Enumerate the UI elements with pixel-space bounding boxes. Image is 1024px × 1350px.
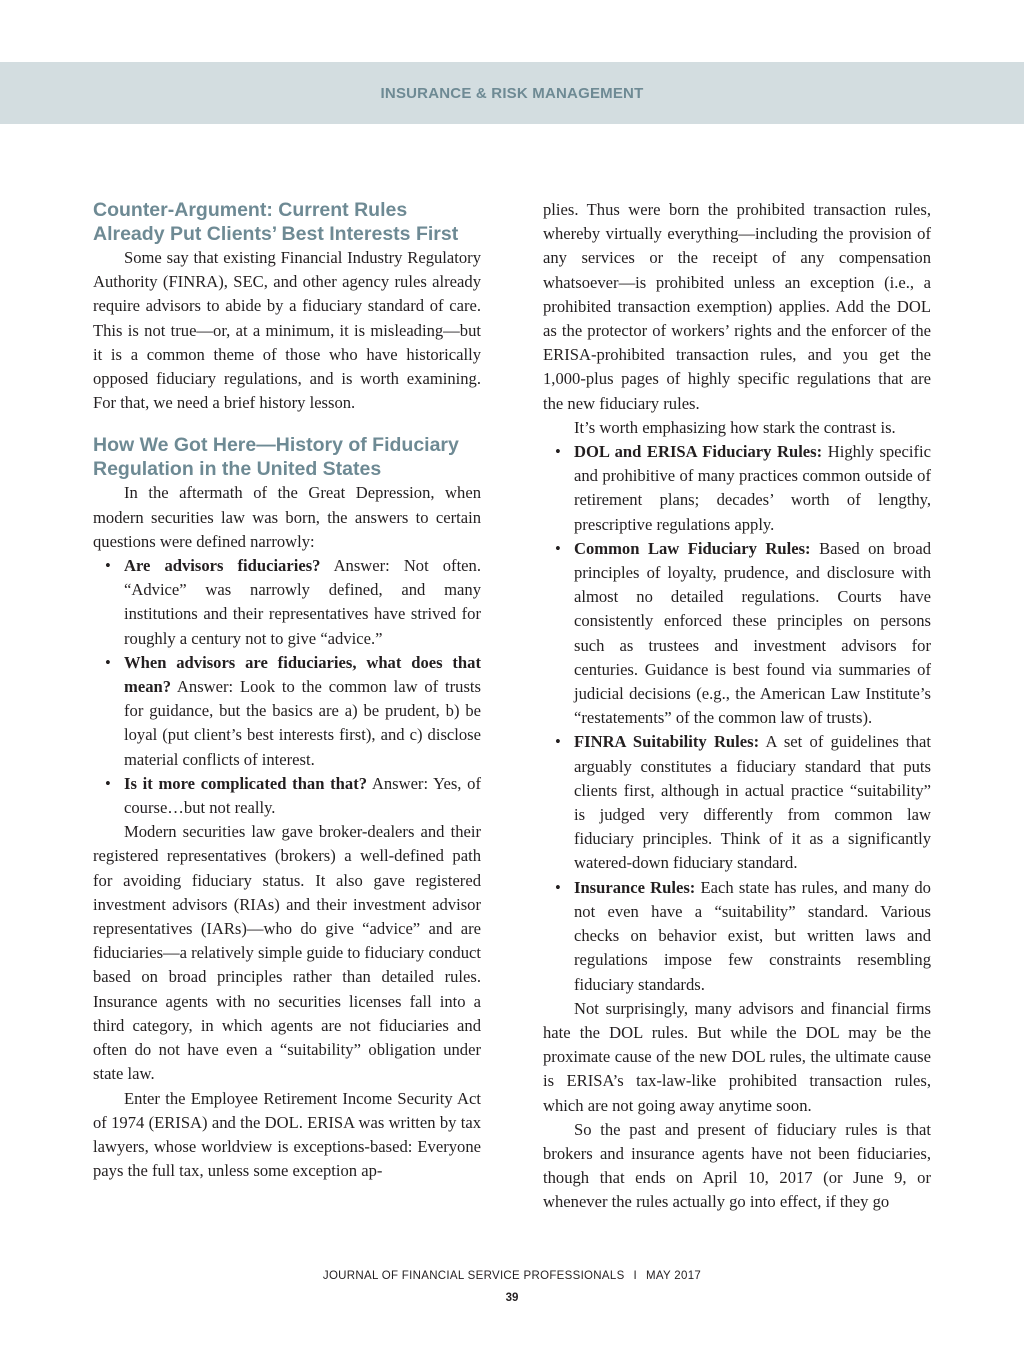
- right-column: [543, 198, 931, 1215]
- paragraph: In the aftermath of the Great Depression, when modern securities law was born, the answers to certain questions were defined narrowly:: [93, 483, 481, 551]
- paragraph: Some say that existing Financial Industry Regulatory Authority (FINRA), SEC, and other agency rules already require advisors to abide by a fiduciary standard of care. This is not true—or, at a minimum, it is misleading—but it is a common theme of those who have historically opposed fiduciary regulations, and is worth examining. For that, we need a brief history lesson.: [93, 248, 481, 413]
- list-item: [543, 440, 931, 537]
- list-item-lead: Are advisors fiduciaries?: [124, 556, 321, 576]
- list-item: [93, 651, 481, 772]
- list-item-text: A set of guidelines that arguably constitutes a fiduciary standard that puts clients first, although in actual practice “suitability” is judged very differently from common law fiduciary principles. Think of it as a significantly watered-down fiduciary standard.: [574, 732, 931, 873]
- list-item-text: Answer: Look to the common law of trusts for guidance, but the basics are a) be prudent, b) be loyal (put client’s best interests first), and c) disclose material conflicts of interest.: [124, 677, 481, 769]
- list-item: [93, 772, 481, 820]
- page-number: 39: [505, 1292, 519, 1304]
- page-footer: [0, 1270, 1024, 1282]
- paragraph: plies. Thus were born the prohibited transaction rules, whereby virtually everything—including the provision of any services or the receipt of any compensation whatsoever—is prohibited unless an exception (i.e., a prohibited transaction exemption) applies. Add the DOL as the protector of workers’ rights and the enforcer of the ERISA-prohibited transaction rules, and you get the 1,000-plus pages of highly specific regulations that are the new fiduciary rules.: [543, 200, 931, 413]
- heading-history: How We Got Here—History of Fiduciary Regulation in the United States: [93, 434, 459, 481]
- list-item-lead: Is it more complicated than that?: [124, 773, 368, 793]
- left-column: [93, 198, 481, 1183]
- heading-counter-argument: Counter-Argument: Current Rules Already Put Clients’ Best Interests First: [93, 199, 459, 245]
- list-item-text: Highly specific and prohibitive of many practices common outside of retirement plans; decades’ worth of lengthy, prescriptive regulations apply.: [574, 442, 931, 534]
- list-item: [93, 554, 481, 651]
- journal-name: JOURNAL OF FINANCIAL SERVICE PROFESSIONALS: [322, 1270, 625, 1282]
- list-item-lead: DOL and ERISA Fiduciary Rules:: [574, 442, 823, 462]
- paragraph: Not surprisingly, many advisors and financial firms hate the DOL rules. But while the DOL may be the proximate cause of the new DOL rules, the ultimate cause is ERISA’s tax-law-like prohibited transaction rules, which are not going away anytime soon.: [543, 998, 931, 1115]
- list-item-lead: FINRA Suitability Rules:: [574, 732, 760, 752]
- list-item-lead: Insurance Rules:: [574, 877, 696, 897]
- bullet-list: [93, 554, 481, 820]
- paragraph: Modern securities law gave broker-dealers and their registered representatives (brokers) a well-defined path for avoiding fiduciary status. It also gave registered investment advisors (RIAs) and their investment advisor representatives (IARs)—who do give “advice” and are fiduciaries—a relatively simple guide to fiduciary conduct based on broad principles rather than detailed rules. Insurance agents with no securities licenses fall into a third category, in which agents are not fiduciaries and often do not have even a “suitability” obligation under state law.: [93, 822, 481, 1084]
- bullet-list: [543, 440, 931, 997]
- list-item-lead: Common Law Fiduciary Rules:: [574, 538, 811, 558]
- list-item-text: Each state has rules, and many do not even have a “suitability” standard. Various checks on behavior exist, but written laws and regulations impose few constraints resembling fiduciary standards.: [574, 877, 931, 994]
- list-item-text: Answer: Yes, of course…but not really.: [124, 773, 481, 818]
- list-item: [543, 876, 931, 997]
- list-item: [543, 537, 931, 731]
- list-item-lead: When advisors are fiduciaries, what does that mean?: [124, 652, 481, 697]
- section-banner: [0, 62, 1024, 124]
- paragraph: It’s worth emphasizing how stark the contrast is.: [574, 417, 896, 437]
- paragraph: Enter the Employee Retirement Income Security Act of 1974 (ERISA) and the DOL. ERISA was written by tax lawyers, whose worldview is exceptions-based: Everyone pays the full tax, unless some exception ap-: [93, 1088, 481, 1181]
- list-item: [543, 730, 931, 875]
- list-item-text: Answer: Not often. “Advice” was narrowly defined, and many institutions and their representatives have strived for roughly a century not to give “advice.”: [124, 556, 481, 648]
- footer-separator: I: [633, 1270, 638, 1282]
- list-item-text: Based on broad principles of loyalty, prudence, and disclosure with almost no detailed regulations. Courts have consistently enforced these principles on persons such as trustees and investment advisors for centuries. Guidance is best found via summaries of judicial decisions (e.g., the American Law Institute’s “restatements” of the common law of trusts).: [574, 538, 931, 728]
- paragraph: So the past and present of fiduciary rules is that brokers and insurance agents have not been fiduciaries, though that ends on April 10, 2017 (or June 9, or whenever the rules actually go into effect, if they go: [543, 1119, 931, 1212]
- section-title: INSURANCE & RISK MANAGEMENT: [380, 84, 644, 102]
- issue-date: MAY 2017: [646, 1270, 702, 1282]
